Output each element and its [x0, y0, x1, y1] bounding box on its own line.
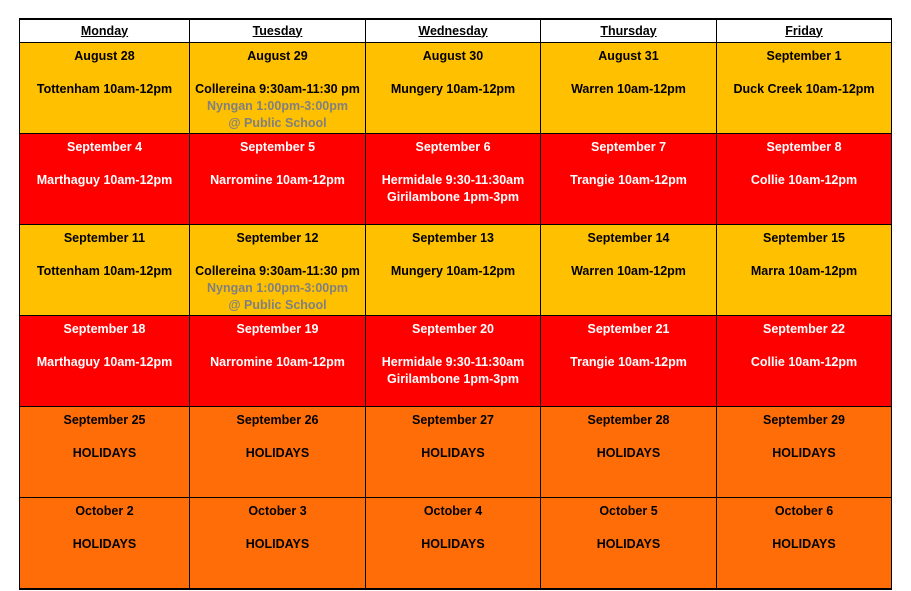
cell-date: September 14 [587, 231, 670, 245]
cell-location: HOLIDAYS [421, 446, 485, 460]
cell-location: Girilambone 1pm-3pm [387, 372, 519, 386]
schedule-cell [190, 225, 366, 316]
schedule-table [19, 18, 892, 590]
schedule-cell [190, 316, 366, 407]
schedule-cell [717, 43, 892, 134]
cell-location: Mungery 10am-12pm [390, 264, 516, 278]
cell-date: September 28 [587, 413, 670, 427]
header-friday: Friday [717, 19, 892, 43]
header-monday: Monday [20, 19, 190, 43]
cell-date: September 4 [66, 140, 143, 154]
cell-date: October 5 [599, 504, 658, 518]
cell-location: Trangie 10am-12pm [570, 173, 687, 187]
schedule-cell [541, 498, 717, 589]
schedule-cell [541, 407, 717, 498]
cell-date: September 26 [236, 413, 319, 427]
cell-date: September 27 [412, 413, 494, 427]
cell-spacer [366, 156, 540, 172]
schedule-cell [541, 225, 717, 316]
cell-date: September 8 [766, 140, 842, 154]
cell-date: September 22 [763, 322, 845, 336]
cell-location: HOLIDAYS [72, 537, 137, 551]
schedule-cell [20, 316, 190, 407]
cell-location: Narromine 10am-12pm [210, 173, 345, 187]
schedule-cell [366, 316, 541, 407]
cell-location: Collereina 9:30am-11:30 pm [195, 82, 360, 96]
schedule-cell [20, 498, 190, 589]
cell-location: Narromine 10am-12pm [210, 355, 345, 369]
cell-spacer [366, 520, 540, 536]
cell-location-secondary: Nyngan 1:00pm-3:00pm [206, 281, 348, 295]
cell-date: August 31 [598, 49, 659, 63]
cell-date: October 4 [423, 504, 483, 518]
cell-spacer [190, 65, 365, 81]
cell-spacer [366, 65, 540, 81]
header-thursday: Thursday [541, 19, 717, 43]
cell-date: August 29 [247, 49, 308, 63]
cell-location: HOLIDAYS [596, 537, 661, 551]
cell-date: September 7 [590, 140, 667, 154]
week-row [20, 316, 892, 407]
cell-location: HOLIDAYS [772, 446, 836, 460]
header-row [20, 19, 892, 43]
schedule-cell [541, 43, 717, 134]
cell-location: HOLIDAYS [72, 446, 137, 460]
cell-location: HOLIDAYS [596, 446, 661, 460]
cell-spacer [541, 520, 716, 536]
cell-location: Trangie 10am-12pm [570, 355, 687, 369]
cell-location: Tottenham 10am-12pm [36, 264, 173, 278]
cell-spacer [20, 156, 189, 172]
schedule-cell [366, 43, 541, 134]
cell-spacer [190, 247, 365, 263]
cell-location: Collereina 9:30am-11:30 pm [195, 264, 360, 278]
cell-date: September 5 [239, 140, 316, 154]
cell-date: October 6 [774, 504, 834, 518]
cell-date: September 13 [412, 231, 494, 245]
cell-location-secondary: @ Public School [228, 298, 327, 312]
schedule-cell [190, 134, 366, 225]
cell-spacer [366, 338, 540, 354]
cell-location: Warren 10am-12pm [571, 264, 686, 278]
cell-spacer [541, 156, 716, 172]
schedule-body [20, 43, 892, 589]
header-tuesday: Tuesday [190, 19, 366, 43]
cell-location: Marthaguy 10am-12pm [36, 173, 173, 187]
week-row [20, 498, 892, 589]
cell-spacer [717, 520, 891, 536]
cell-location: Hermidale 9:30-11:30am [381, 355, 525, 369]
cell-spacer [366, 247, 540, 263]
cell-date: September 12 [236, 231, 319, 245]
cell-date: September 6 [415, 140, 491, 154]
cell-date: September 1 [766, 49, 842, 63]
schedule-cell [20, 134, 190, 225]
cell-location: Girilambone 1pm-3pm [387, 190, 519, 204]
cell-spacer [20, 65, 189, 81]
cell-location: Tottenham 10am-12pm [36, 82, 173, 96]
schedule-cell [717, 498, 892, 589]
cell-spacer [20, 338, 189, 354]
cell-spacer [190, 338, 365, 354]
cell-location: Warren 10am-12pm [571, 82, 686, 96]
cell-spacer [541, 338, 716, 354]
cell-spacer [717, 429, 891, 445]
cell-location: Marra 10am-12pm [750, 264, 858, 278]
schedule-cell [20, 225, 190, 316]
cell-location: Collie 10am-12pm [750, 355, 858, 369]
cell-location: Marthaguy 10am-12pm [36, 355, 173, 369]
cell-spacer [541, 247, 716, 263]
cell-spacer [717, 247, 891, 263]
cell-location: Duck Creek 10am-12pm [733, 82, 875, 96]
schedule-cell [366, 498, 541, 589]
cell-date: September 21 [587, 322, 670, 336]
cell-date: September 25 [63, 413, 146, 427]
cell-date: September 11 [63, 231, 146, 245]
schedule-cell [717, 134, 892, 225]
cell-location: HOLIDAYS [772, 537, 836, 551]
header-wednesday: Wednesday [366, 19, 541, 43]
week-row [20, 225, 892, 316]
schedule-cell [366, 225, 541, 316]
schedule-cell [190, 498, 366, 589]
schedule-cell [190, 407, 366, 498]
cell-spacer [541, 429, 716, 445]
cell-location: Hermidale 9:30-11:30am [381, 173, 525, 187]
schedule-cell [541, 316, 717, 407]
cell-spacer [717, 156, 891, 172]
cell-location-secondary: @ Public School [228, 116, 327, 130]
cell-spacer [190, 520, 365, 536]
schedule-cell [717, 316, 892, 407]
cell-date: August 30 [422, 49, 484, 63]
cell-date: August 28 [74, 49, 135, 63]
cell-location-secondary: Nyngan 1:00pm-3:00pm [206, 99, 348, 113]
cell-location: HOLIDAYS [421, 537, 485, 551]
cell-date: October 2 [75, 504, 134, 518]
week-row [20, 43, 892, 134]
schedule-cell [717, 407, 892, 498]
schedule-cell [20, 407, 190, 498]
cell-location: Mungery 10am-12pm [390, 82, 516, 96]
cell-date: September 20 [412, 322, 494, 336]
schedule-cell [366, 407, 541, 498]
cell-spacer [20, 247, 189, 263]
cell-spacer [190, 429, 365, 445]
schedule-cell [366, 134, 541, 225]
schedule-cell [20, 43, 190, 134]
cell-spacer [20, 429, 189, 445]
schedule-header [20, 19, 892, 43]
cell-location: Collie 10am-12pm [750, 173, 858, 187]
week-row [20, 134, 892, 225]
cell-date: October 3 [248, 504, 307, 518]
cell-spacer [190, 156, 365, 172]
cell-date: September 15 [763, 231, 845, 245]
cell-location: HOLIDAYS [245, 537, 310, 551]
cell-date: September 29 [763, 413, 845, 427]
cell-date: September 18 [63, 322, 146, 336]
cell-spacer [366, 429, 540, 445]
week-row [20, 407, 892, 498]
cell-date: September 19 [236, 322, 319, 336]
schedule-cell [190, 43, 366, 134]
schedule-cell [717, 225, 892, 316]
cell-spacer [717, 65, 891, 81]
schedule-cell [541, 134, 717, 225]
cell-spacer [541, 65, 716, 81]
cell-spacer [717, 338, 891, 354]
cell-location: HOLIDAYS [245, 446, 310, 460]
cell-spacer [20, 520, 189, 536]
